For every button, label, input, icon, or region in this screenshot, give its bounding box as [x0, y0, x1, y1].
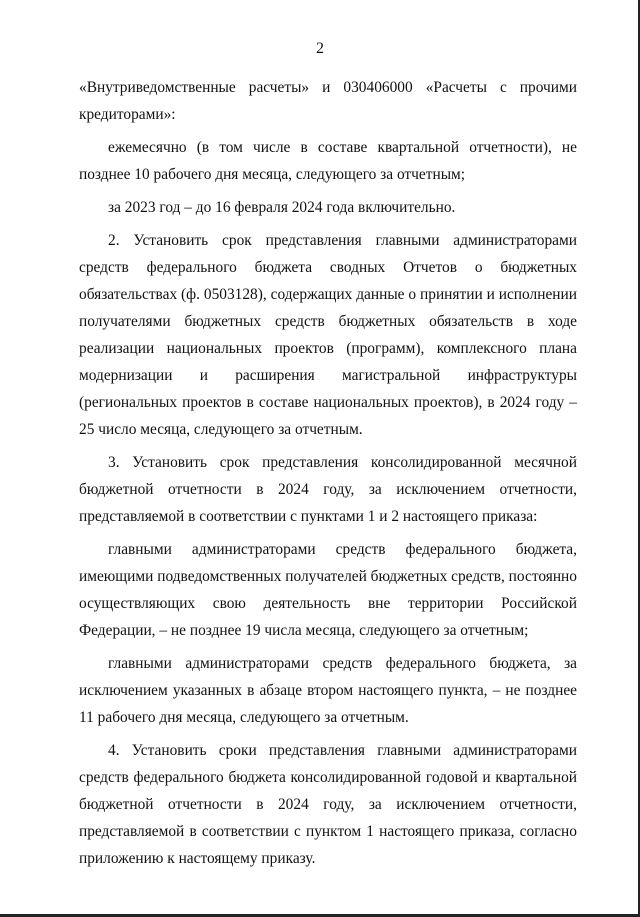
paragraph-continuation: «Внутриведомственные расчеты» и 030406000 «Расчеты с прочими кредиторами»: [79, 79, 577, 123]
paragraph-item-4: 4. Установить сроки представления главными администраторами средств федерального бюджета консолидированной годовой и квартальной бюджетной отчетности в 2024 году, за исключением отчетности, представляемой в соответствии с пунктом 1 настоящего приказа, согласно приложению к настоящему приказу. [79, 742, 577, 867]
paragraph-annual-2023-deadline: за 2023 год – до 16 февраля 2024 года включительно. [108, 199, 456, 216]
page-number: 2 [316, 40, 324, 57]
document-body [79, 74, 577, 872]
paragraph-item-2: 2. Установить срок представления главными администраторами средств федерального бюджета сводных Отчетов о бюджетных обязательствах (ф. 0503128), содержащих данные о принятии и исполнении получателями бюджетных средств бюджетных обязательств в ходе реализации национальных проектов (программ), комплексного плана модернизации и расширения магистральной инфраструктуры (региональных проектов в составе национальных проектов), в 2024 году – 25 число месяца, следующего за отчетным. [79, 232, 577, 438]
paragraph-item-3-abroad: главными администраторами средств федерального бюджета, имеющими подведомственных получателей бюджетных средств, постоянно осуществляющих свою деятельность вне территории Российской Федерации, – не позднее 19 числа месяца, следующего за отчетным; [79, 541, 577, 639]
paragraph-monthly-deadline: ежемесячно (в том числе в составе квартальной отчетности), не позднее 10 рабочего дня месяца, следующего за отчетным; [79, 139, 577, 183]
paragraph-item-3-others: главными администраторами средств федерального бюджета, за исключением указанных в абзаце втором настоящего пункта, – не позднее 11 рабочего дня месяца, следующего за отчетным. [79, 655, 577, 726]
paragraph-item-3: 3. Установить срок представления консолидированной месячной бюджетной отчетности в 2024 году, за исключением отчетности, представляемой в соответствии с пунктами 1 и 2 настоящего приказа: [79, 454, 577, 525]
